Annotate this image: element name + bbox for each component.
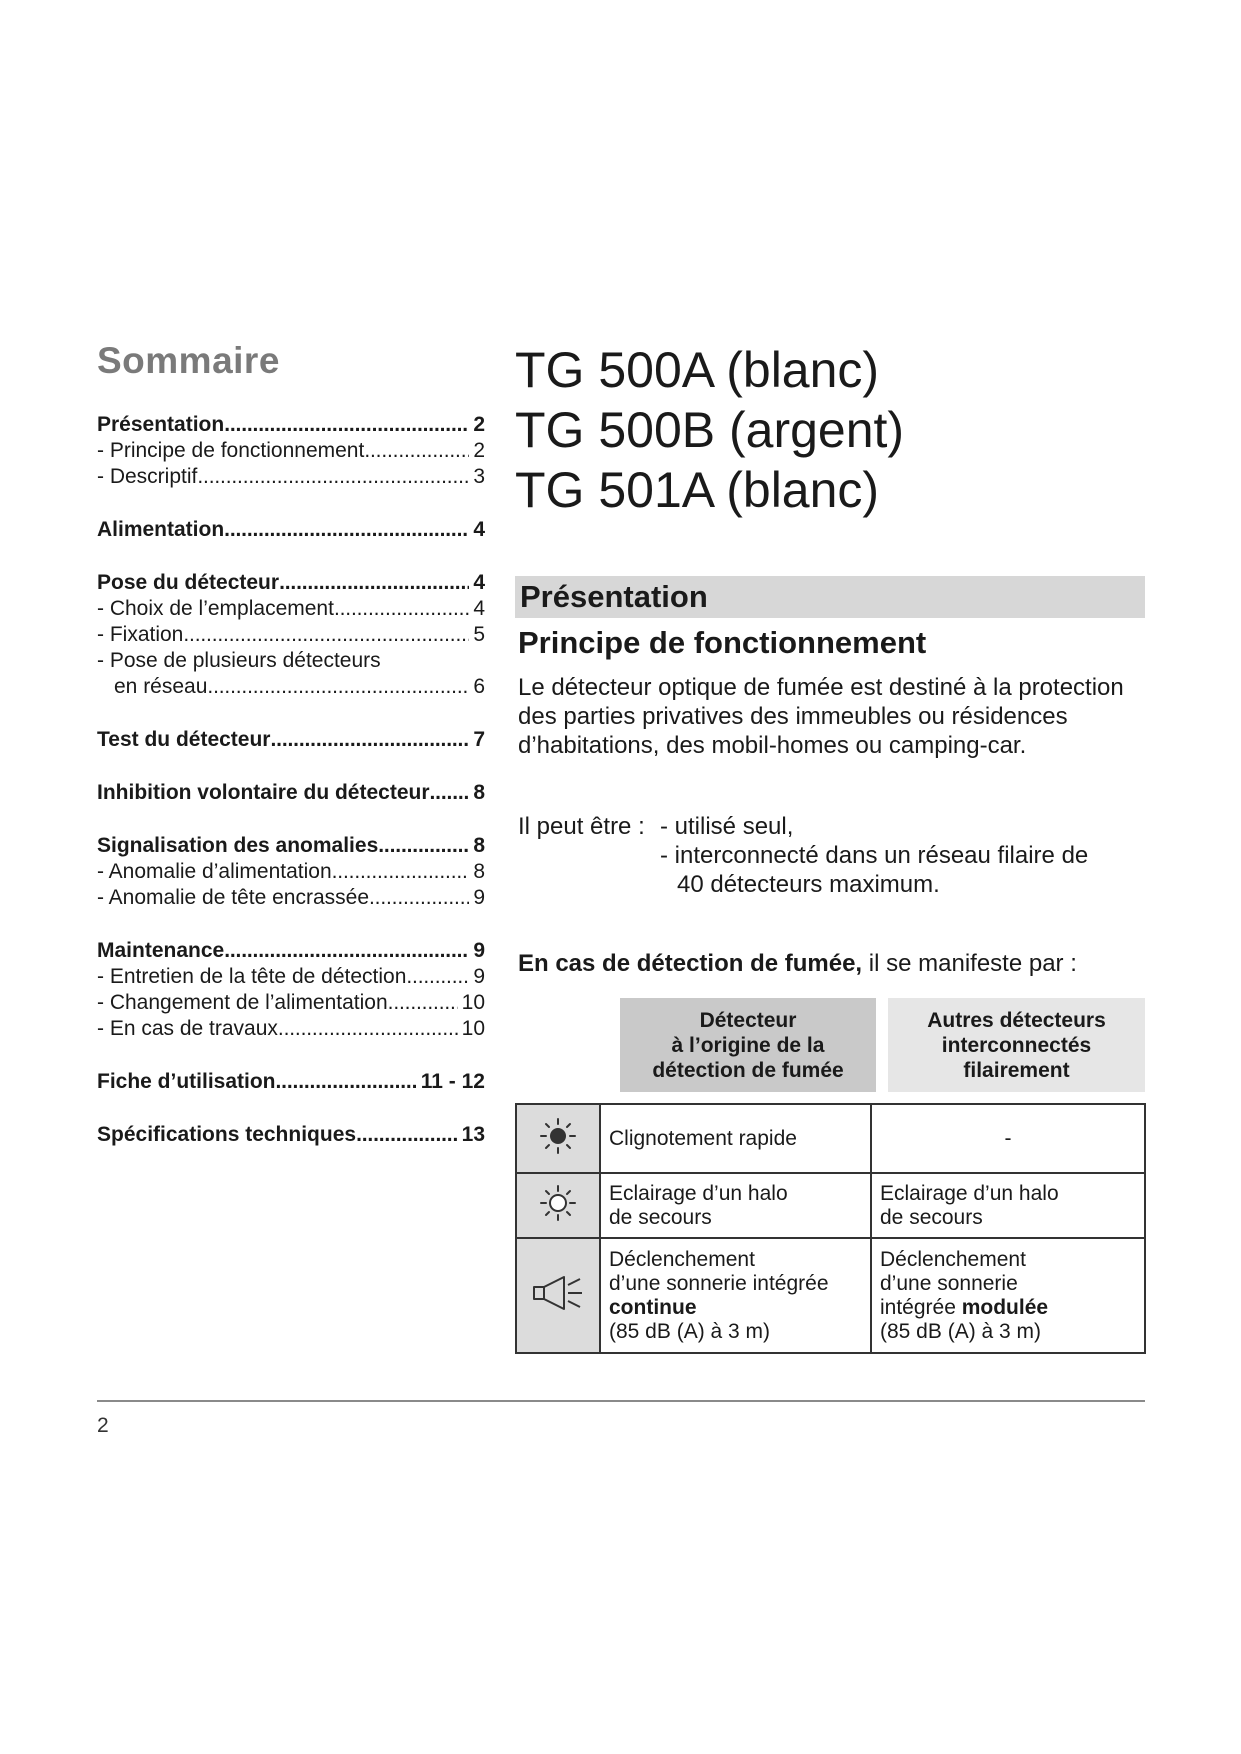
toc-entry-page: 10 <box>461 991 485 1014</box>
toc-leader-dots <box>276 1069 417 1095</box>
toc-entry-page: 10 <box>461 1017 485 1040</box>
toc-entry[interactable] <box>97 517 485 543</box>
toc-entry-label: - Descriptif <box>97 465 198 488</box>
model-name: TG 501A (blanc) <box>515 462 880 518</box>
toc-group <box>97 833 485 911</box>
table-row <box>516 1173 1145 1238</box>
table-cell-origin <box>600 1238 871 1353</box>
cell-line: Eclairage d’un halo <box>609 1181 788 1205</box>
toc-leader-dots <box>334 596 469 622</box>
toc-entry-page: 9 <box>473 965 485 988</box>
header-origin-line: Détecteur <box>699 1008 797 1032</box>
toc-title: Sommaire <box>97 340 280 381</box>
toc-entry-page: 6 <box>473 675 485 698</box>
toc-entry-label: - Pose de plusieurs détecteurs <box>97 649 381 672</box>
toc-entry-continuation[interactable] <box>97 674 485 700</box>
cell-line-bold: modulée <box>961 1295 1049 1319</box>
footer-divider <box>97 1400 1145 1402</box>
toc-leader-dots <box>430 780 470 806</box>
model-name: TG 500A (blanc) <box>515 342 880 398</box>
toc-entry[interactable] <box>97 1016 485 1042</box>
toc-entry-label: Fiche d’utilisation <box>97 1070 276 1093</box>
table-row <box>516 1238 1145 1353</box>
cell-line: d’une sonnerie <box>880 1271 1018 1295</box>
toc-entry[interactable] <box>97 438 485 464</box>
toc-entry-page: 13 <box>461 1123 485 1146</box>
toc-entry-label: - Anomalie d’alimentation <box>97 860 332 883</box>
table-cell-icon <box>516 1238 600 1353</box>
cell-line: de secours <box>880 1205 983 1229</box>
toc-entry-page: 3 <box>473 465 485 488</box>
toc-leader-dots <box>369 885 469 911</box>
section-title: Présentation <box>520 579 708 614</box>
toc-entry[interactable] <box>97 1069 485 1095</box>
toc-entry-label: Spécifications techniques <box>97 1123 357 1146</box>
toc-leader-dots <box>278 1016 458 1042</box>
cell-line: d’une sonnerie intégrée <box>609 1271 829 1295</box>
toc-entry-page: 4 <box>473 518 485 541</box>
toc-group <box>97 517 485 543</box>
intro-paragraph: Le détecteur optique de fumée est destiné à la protection des parties privatives des immeubles ou résidences d’habitations, des mobil-homes ou camping-car. <box>518 674 1124 759</box>
cell-line: Déclenchement <box>609 1247 755 1271</box>
toc-entry-page: 9 <box>473 886 485 909</box>
toc-leader-dots <box>356 1122 458 1148</box>
toc-entry-page: 8 <box>473 860 485 883</box>
toc-leader-dots <box>332 859 470 885</box>
cell-line: de secours <box>609 1205 712 1229</box>
toc-entry[interactable] <box>97 412 485 438</box>
toc-entry[interactable] <box>97 596 485 622</box>
toc-entry[interactable] <box>97 570 485 596</box>
toc-entry-page: 7 <box>473 728 485 751</box>
toc-entry[interactable] <box>97 780 485 806</box>
toc-entry-page: 9 <box>473 939 485 962</box>
header-interconnected-detectors <box>888 998 1145 1092</box>
toc-entry[interactable] <box>97 464 485 490</box>
toc-entry-label: Maintenance <box>97 939 225 962</box>
toc-entry-label: - Entretien de la tête de détection <box>97 965 407 988</box>
toc-entry-label: Signalisation des anomalies <box>97 834 379 857</box>
toc-entry-label: - Changement de l’alimentation <box>97 991 388 1014</box>
toc-entry[interactable] <box>97 622 485 648</box>
toc-leader-dots <box>364 438 469 464</box>
header-inter-line: interconnectés <box>941 1033 1092 1057</box>
toc-group <box>97 1069 485 1095</box>
model-name: TG 500B (argent) <box>515 402 905 458</box>
toc-leader-dots <box>378 833 469 859</box>
toc-entry[interactable] <box>97 938 485 964</box>
usage-item: - interconnecté dans un réseau filaire de <box>660 842 1089 869</box>
toc-entry[interactable] <box>97 885 485 911</box>
usage-item: - utilisé seul, <box>660 813 794 840</box>
toc-entry-page: 11 - 12 <box>420 1070 485 1093</box>
cell-line: Eclairage d’un halo <box>880 1181 1059 1205</box>
toc-entry-label: - En cas de travaux <box>97 1017 278 1040</box>
toc-leader-dots <box>207 674 469 700</box>
toc-entry-page: 2 <box>473 439 485 462</box>
toc-entry-label: Inhibition volontaire du détecteur <box>97 781 430 804</box>
model-title-block <box>515 340 904 520</box>
table-cell-icon <box>516 1173 600 1238</box>
toc-leader-dots <box>279 570 469 596</box>
led-blinking-icon <box>538 1116 578 1156</box>
toc-entry-page: 8 <box>473 834 485 857</box>
toc-entry[interactable] <box>97 833 485 859</box>
header-origin-detector <box>620 998 876 1092</box>
toc-leader-dots <box>224 938 469 964</box>
toc-group <box>97 938 485 1042</box>
toc-entry[interactable] <box>97 990 485 1016</box>
table-row <box>516 1104 1145 1173</box>
header-inter-line: filairement <box>963 1058 1070 1082</box>
toc-entry-label: Présentation <box>97 413 225 436</box>
toc-entry-page: 4 <box>473 571 485 594</box>
toc-leader-dots <box>388 990 458 1016</box>
table-cell-interconnected: - <box>871 1104 1145 1173</box>
toc-entry[interactable] <box>97 648 485 674</box>
table-cell-interconnected <box>871 1238 1145 1353</box>
toc-entry-page: 5 <box>473 623 485 646</box>
page-number: 2 <box>97 1414 109 1437</box>
cell-line: Déclenchement <box>880 1247 1026 1271</box>
toc-entry-label: - Anomalie de tête encrassée <box>97 886 369 909</box>
behaviour-table <box>515 1103 1146 1354</box>
toc-entry-label: - Principe de fonctionnement <box>97 439 365 462</box>
usage-list <box>660 812 1088 899</box>
table-cell-interconnected <box>871 1173 1145 1238</box>
toc-group <box>97 1122 485 1148</box>
cell-line: (85 dB (A) à 3 m) <box>609 1319 771 1343</box>
smoke-detection-rest: il se manifeste par : <box>862 950 1077 977</box>
toc-entry[interactable] <box>97 1122 485 1148</box>
toc-entry[interactable] <box>97 859 485 885</box>
table-of-contents <box>97 412 485 1175</box>
cell-line-bold: continue <box>609 1295 697 1319</box>
toc-leader-dots <box>183 622 469 648</box>
cell-line: (85 dB (A) à 3 m) <box>880 1319 1042 1343</box>
toc-leader-dots <box>224 517 469 543</box>
table-cell-icon <box>516 1104 600 1173</box>
usage-item-continuation: 40 détecteurs maximum. <box>677 871 940 898</box>
table-cell-origin <box>600 1173 871 1238</box>
toc-leader-dots <box>197 464 469 490</box>
toc-entry-label: Pose du détecteur <box>97 571 280 594</box>
header-origin-line: détection de fumée <box>652 1058 844 1082</box>
table-cell-origin: Clignotement rapide <box>600 1104 871 1173</box>
toc-entry-label: Test du détecteur <box>97 728 271 751</box>
toc-group <box>97 412 485 490</box>
toc-entry[interactable] <box>97 964 485 990</box>
toc-leader-dots <box>270 727 469 753</box>
toc-entry-page: 8 <box>473 781 485 804</box>
toc-entry-page: 2 <box>473 413 485 436</box>
toc-entry-label: - Fixation <box>97 623 184 646</box>
toc-entry-label: - Choix de l’emplacement <box>97 597 334 620</box>
toc-leader-dots <box>406 964 469 990</box>
toc-group <box>97 570 485 700</box>
subsection-title: Principe de fonctionnement <box>518 625 927 660</box>
toc-group <box>97 727 485 753</box>
header-origin-line: à l’origine de la <box>671 1033 825 1057</box>
smoke-detection-bold: En cas de détection de fumée, <box>518 950 863 977</box>
toc-group <box>97 780 485 806</box>
cell-line: intégrée <box>880 1295 962 1319</box>
toc-leader-dots <box>224 412 469 438</box>
smoke-detection-intro <box>518 950 1077 978</box>
toc-entry-page: 4 <box>473 597 485 620</box>
toc-entry[interactable] <box>97 727 485 753</box>
halo-light-icon <box>538 1183 578 1223</box>
toc-entry-label: Alimentation <box>97 518 225 541</box>
header-inter-line: Autres détecteurs <box>927 1008 1106 1032</box>
siren-horn-icon <box>530 1271 586 1315</box>
toc-entry-label: en réseau <box>114 675 208 698</box>
usage-prefix: Il peut être : <box>518 813 645 840</box>
